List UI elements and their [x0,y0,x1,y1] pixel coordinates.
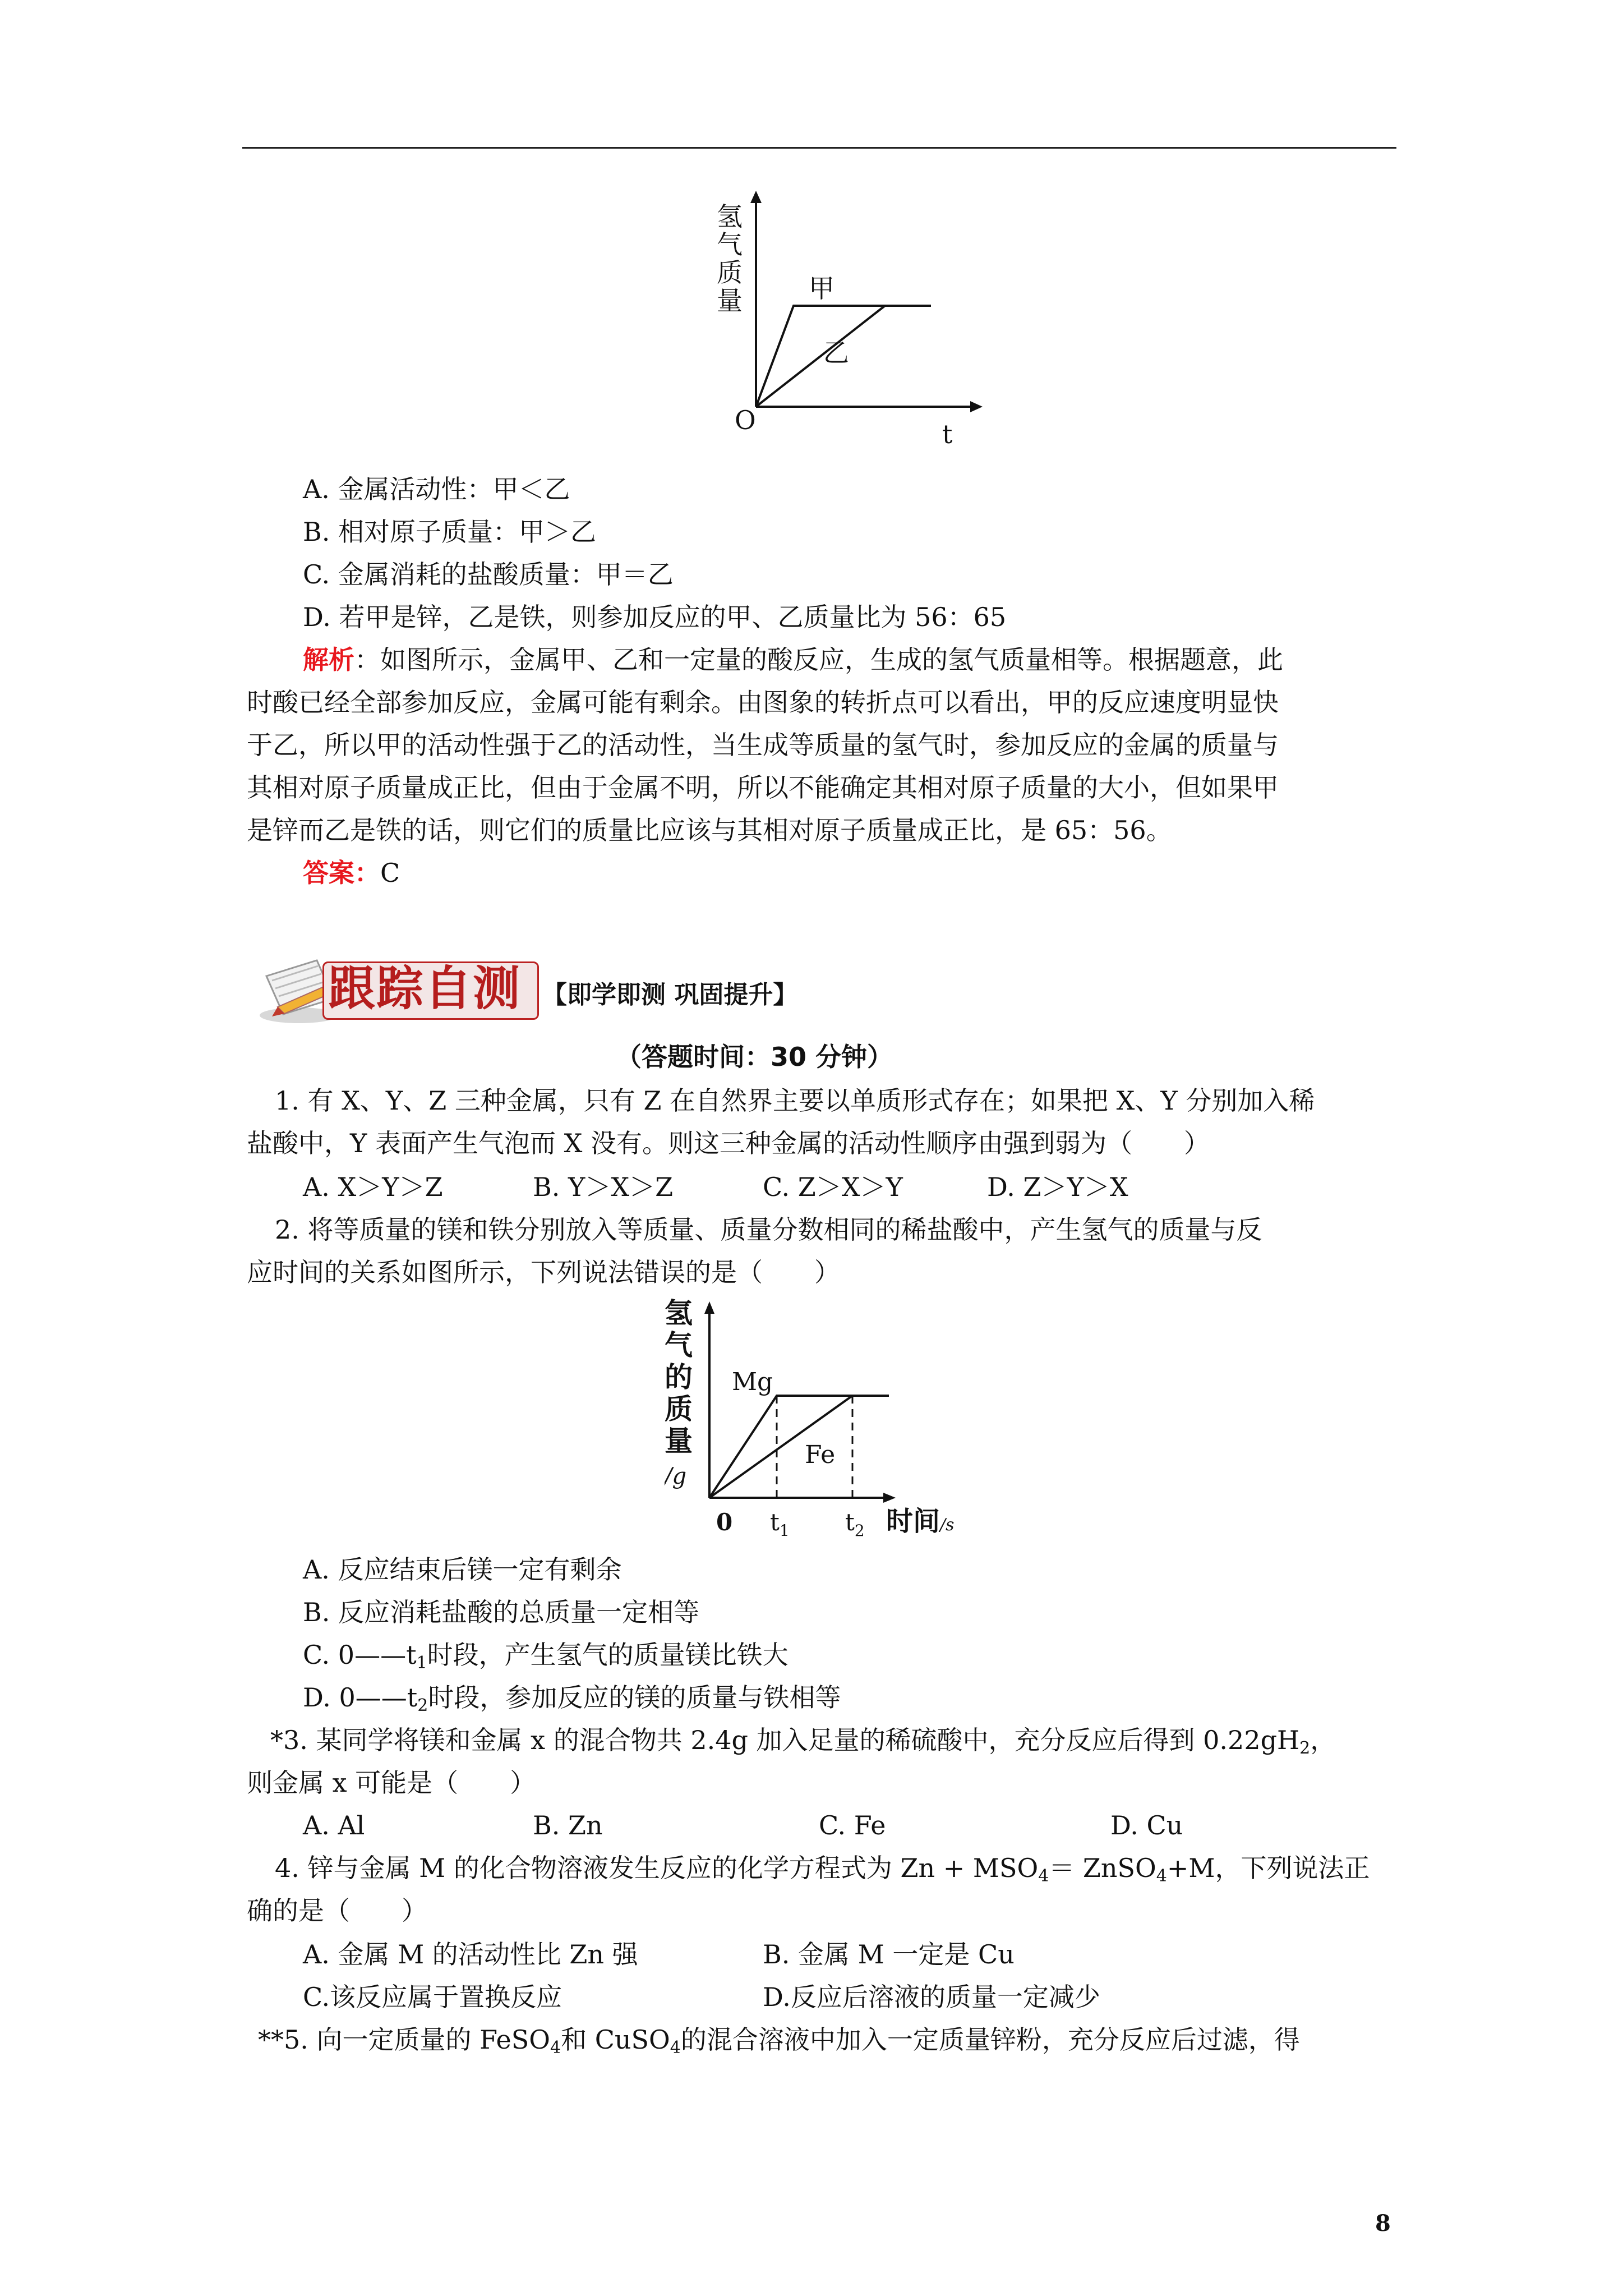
fig1-x-arrow [970,401,983,412]
q3-line-1-pre: *3. 某同学将镁和金属 x 的混合物共 2.4g 加入足量的稀硫酸中，充分反应后得到 0.22gH [270,1725,1300,1755]
fig1-y-char-2: 质 [717,257,743,288]
q4-option-c: C.该反应属于置换反应 [303,1982,562,2012]
analysis-line-1 [303,642,1283,678]
prev-option-b: B. 相对原子质量：甲＞乙 [303,517,597,547]
q4-line-1-b: ＝ ZnSO [1049,1853,1156,1883]
q1-line-2: 盐酸中，Y 表面产生气泡而 X 没有。则这三种金属的活动性顺序由强到弱为（ ） [247,1128,1210,1158]
q2-option-c-sub: 1 [416,1653,427,1673]
fig1-origin: O [735,405,756,435]
fig2-t1-sub: 1 [779,1521,790,1540]
q5-mid: 和 CuSO [561,2024,670,2055]
q4-option-d: D.反应后溶液的质量一定减少 [763,1982,1100,2012]
header-rule [242,147,1396,149]
fig2-t2-base: t [845,1508,855,1536]
q1-option-a: A. X＞Y＞Z [303,1172,443,1202]
q1-option-d: D. Z＞Y＞X [987,1172,1128,1202]
fig2-x-arrow [883,1493,896,1503]
q2-option-d-sub: 2 [417,1696,428,1715]
prev-option-a: A. 金属活动性：甲＜乙 [303,474,570,504]
q1-option-c: C. Z＞X＞Y [763,1172,903,1202]
q4-line-1-sub2: 4 [1156,1866,1167,1886]
answer-label: 答案： [303,858,380,888]
q5-sub2: 4 [670,2038,681,2058]
banner-title: 跟踪自测 [328,961,522,1016]
fig1-label-jia: 甲 [809,273,834,303]
fig2-label-mg: Mg [732,1368,773,1396]
fig2-y-label [665,1296,693,1489]
analysis-line-4: 其相对原子质量成正比，但由于金属不明，所以不能确定其相对原子质量的大小，但如果甲 [247,772,1279,803]
analysis-label: 解析 [303,645,354,675]
q2-line-2: 应时间的关系如图所示，下列说法错误的是（ ） [247,1257,840,1287]
q3-line-1-post: ， [1310,1725,1336,1755]
q3-line-2: 则金属 x 可能是（ ） [247,1768,536,1798]
fig2-t2 [845,1508,865,1540]
q3-option-b: B. Zn [533,1810,603,1841]
fig1-y-char-1: 气 [717,229,743,260]
section-banner [255,954,844,1027]
q5-pre: **5. 向一定质量的 FeSO [258,2024,550,2055]
fig2-y-arrow [704,1301,714,1314]
q4-option-a: A. 金属 M 的活动性比 Zn 强 [303,1939,638,1970]
q4-line-1-c: +M，下列说法正 [1166,1853,1370,1883]
q2-option-a: A. 反应结束后镁一定有剩余 [303,1554,622,1585]
fig1-y-arrow [750,191,762,203]
page-number: 8 [1375,2210,1391,2237]
answer-value: C [380,858,400,888]
fig1-y-char-0: 氢 [717,201,743,232]
fig2-origin: 0 [716,1508,733,1536]
analysis-text-1: ：如图所示，金属甲、乙和一定量的酸反应，生成的氢气质量相等。根据题意，此 [354,645,1283,675]
q2-option-d-post: 时段，参加反应的镁的质量与铁相等 [428,1682,841,1713]
fig1-y-char-3: 量 [717,286,743,316]
banner-subtitle: 【即学即测 巩固提升】 [542,981,798,1009]
fig2-x-label [886,1506,955,1537]
fig2-label-fe: Fe [805,1441,836,1469]
fig2-curve-mg [709,1396,889,1498]
q2-option-d-pre: D. 0——t [303,1682,418,1713]
q2-option-c [303,1637,789,1673]
fig2-y-char-0: 氢 [665,1296,693,1329]
q4-line-1-sub1: 4 [1038,1866,1049,1886]
q2-option-d [303,1680,841,1715]
analysis-line-2: 时酸已经全部参加反应，金属可能有剩余。由图象的转折点可以看出，甲的反应速度明显快 [247,687,1279,717]
prev-option-d: D. 若甲是锌，乙是铁，则参加反应的甲、乙质量比为 56：65 [303,602,1007,632]
analysis-line-5: 是锌而乙是铁的话，则它们的质量比应该与其相对原子质量成正比，是 65：56。 [247,815,1172,845]
figure-hydrogen-mass-vs-time-1 [701,191,1015,454]
fig2-x-unit: /s [940,1515,955,1535]
fig1-y-label [717,201,743,316]
q3-option-a: A. Al [303,1810,365,1841]
fig2-x-label-text: 时间 [886,1506,940,1537]
q1-line-1: 1. 有 X、Y、Z 三种金属，只有 Z 在自然界主要以单质形式存在；如果把 X、Y 分别加入稀 [275,1085,1315,1116]
q1-option-b: B. Y＞X＞Z [533,1172,674,1202]
q3-option-c: C. Fe [819,1810,886,1841]
fig1-label-yi: 乙 [823,338,849,368]
q3-line-1-sub: 2 [1299,1738,1311,1758]
q5-sub1: 4 [550,2038,561,2058]
q4-line-1 [275,1850,1370,1886]
q4-line-1-a: 4. 锌与金属 M 的化合物溶液发生反应的化学方程式为 Zn + MSO [275,1853,1039,1883]
q4-option-b: B. 金属 M 一定是 Cu [763,1939,1015,1970]
q2-option-c-post: 时段，产生氢气的质量镁比铁大 [427,1640,789,1670]
answer-line [303,855,400,891]
fig1-x-label: t [942,419,953,449]
q2-line-1: 2. 将等质量的镁和铁分别放入等质量、质量分数相同的稀盐酸中，产生氢气的质量与反 [275,1214,1262,1245]
q2-option-c-pre: C. 0——t [303,1640,417,1670]
fig2-y-char-4: 量 [665,1424,693,1457]
fig2-t1 [770,1508,790,1540]
time-note: （答题时间：30 分钟） [616,1042,893,1072]
fig2-t2-sub: 2 [854,1521,865,1540]
q2-option-b: B. 反应消耗盐酸的总质量一定相等 [303,1597,700,1627]
q3-option-d: D. Cu [1110,1810,1183,1841]
fig2-y-char-2: 的 [665,1360,693,1393]
analysis-line-3: 于乙，所以甲的活动性强于乙的活动性，当生成等质量的氢气时，参加反应的金属的质量与 [247,730,1279,760]
figure-hydrogen-mass-vs-time-2 [665,1296,979,1543]
prev-option-c: C. 金属消耗的盐酸质量：甲＝乙 [303,559,674,590]
fig2-y-char-3: 质 [665,1392,693,1425]
q5-post: 的混合溶液中加入一定质量锌粉，充分反应后过滤，得 [680,2024,1300,2055]
fig2-y-char-1: 气 [665,1328,693,1361]
fig2-t1-base: t [770,1508,780,1536]
q3-line-1 [270,1722,1336,1758]
q5-line-1 [258,2022,1300,2058]
fig2-y-unit: /g [665,1464,687,1489]
q4-line-2: 确的是（ ） [247,1895,427,1926]
